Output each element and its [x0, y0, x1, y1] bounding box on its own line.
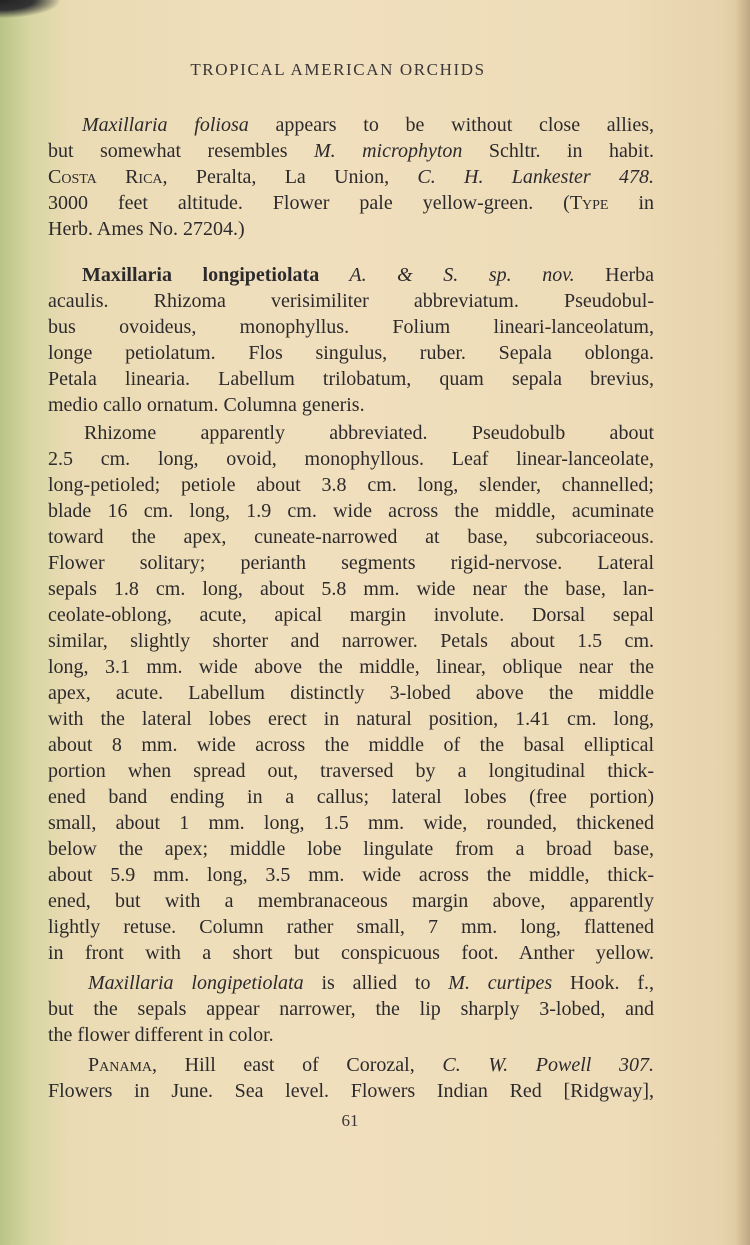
text-line — [48, 498, 654, 524]
text-run: similar, slightly shorter and narrower. Petals about 1.5 cm. — [48, 630, 654, 652]
text-line — [88, 970, 654, 996]
text-run: sepals 1.8 cm. long, about 5.8 mm. wide near the base, lan- — [48, 578, 654, 600]
text-run: is allied to — [303, 972, 449, 994]
text-run: Herba — [574, 264, 655, 286]
text-line — [48, 628, 654, 654]
text-line — [48, 340, 654, 366]
text-line — [48, 732, 654, 758]
text-run: in front with a short but conspicuous foot. Anther yellow. — [48, 942, 654, 964]
text-run: Herb. Ames No. 27204.) — [48, 218, 245, 240]
text-line — [82, 262, 654, 288]
text-run: apex, acute. Labellum distinctly 3-lobed above the middle — [48, 682, 654, 704]
text-run: acaulis. Rhizoma verisimiliter abbreviatum. Pseudobul- — [48, 290, 654, 312]
text-run: bus ovoideus, monophyllus. Folium lineari-lanceolatum, — [48, 316, 654, 338]
text-run: ceolate-oblong, acute, apical margin involute. Dorsal sepal — [48, 604, 654, 626]
text-run: but somewhat resembles — [48, 140, 314, 162]
text-run: long, 3.1 mm. wide above the middle, linear, oblique near the — [48, 656, 654, 678]
text-run: small, about 1 mm. long, 1.5 mm. wide, rounded, thickened — [48, 812, 654, 834]
text-run: Flower solitary; perianth segments rigid-nervose. Lateral — [48, 552, 654, 574]
text-run: A. & S. sp. nov. — [319, 264, 575, 286]
text-run: Costa Rica — [48, 166, 163, 188]
text-run: toward the apex, cuneate-narrowed at base, subcoriaceous. — [48, 526, 654, 548]
text-run: long-petioled; petiole about 3.8 cm. long, slender, channelled; — [48, 474, 654, 496]
text-run: longe petiolatum. Flos singulus, ruber. Sepala oblonga. — [48, 342, 654, 364]
text-run: Type — [569, 192, 609, 214]
text-line — [48, 758, 654, 784]
text-line — [48, 288, 654, 314]
page-number: 61 — [341, 1111, 359, 1130]
text-line — [48, 164, 654, 190]
text-run: 3000 feet altitude. Flower pale yellow-green. ( — [48, 192, 570, 214]
text-line — [48, 680, 654, 706]
text-run: , Peralta, La Union, — [162, 166, 418, 188]
text-line — [48, 524, 654, 550]
text-line — [48, 888, 654, 914]
text-line — [84, 420, 654, 446]
text-line — [88, 1052, 654, 1078]
text-run: blade 16 cm. long, 1.9 cm. wide across the middle, acuminate — [48, 500, 654, 522]
text-run: Panama — [88, 1054, 153, 1076]
text-run: appears to be without close allies, — [248, 114, 655, 136]
text-run: below the apex; middle lobe lingulate from a broad base, — [48, 838, 654, 860]
text-line — [48, 836, 654, 862]
text-run: Maxillaria longipetiolata — [88, 972, 304, 994]
text-run: about 8 mm. wide across the middle of the basal elliptical — [48, 734, 654, 756]
text-run: portion when spread out, traversed by a longitudinal thick- — [48, 760, 654, 782]
text-line — [48, 706, 654, 732]
text-run: 2.5 cm. long, ovoid, monophyllous. Leaf linear-lanceolate, — [48, 448, 654, 470]
text-run: Maxillaria longipetiolata — [82, 264, 320, 286]
page-gutter-shadow — [736, 0, 750, 1245]
text-line — [48, 996, 654, 1022]
running-head: TROPICAL AMERICAN ORCHIDS — [190, 60, 486, 79]
text-line — [48, 576, 654, 602]
text-line — [48, 940, 654, 966]
text-run: M. microphyton — [313, 140, 463, 162]
text-line — [48, 914, 654, 940]
text-run: M. curtipes — [448, 972, 553, 994]
text-run: Flowers in June. Sea level. Flowers Indian Red [Ridgway], — [48, 1080, 654, 1102]
text-line — [48, 602, 654, 628]
text-run: but the sepals appear narrower, the lip sharply 3-lobed, and — [48, 998, 654, 1020]
text-line — [48, 550, 654, 576]
text-line — [48, 1022, 654, 1048]
text-run: Rhizome apparently abbreviated. Pseudobulb about — [84, 422, 654, 444]
text-line — [48, 1078, 654, 1104]
text-run: about 5.9 mm. long, 3.5 mm. wide across the middle, thick- — [48, 864, 654, 886]
text-run: Maxillaria foliosa — [82, 114, 249, 136]
text-run: in — [608, 192, 654, 214]
text-run: C. W. Powell 307. — [442, 1054, 654, 1076]
text-run: with the lateral lobes erect in natural position, 1.41 cm. long, — [48, 708, 654, 730]
text-run: the flower different in color. — [48, 1024, 274, 1046]
text-line — [48, 446, 654, 472]
text-line — [48, 190, 654, 216]
text-run: lightly retuse. Column rather small, 7 mm. long, flattened — [48, 916, 654, 938]
text-run: ened, but with a membranaceous margin above, apparently — [48, 890, 654, 912]
text-line — [48, 784, 654, 810]
text-line — [48, 366, 654, 392]
text-line — [48, 216, 654, 242]
text-run: Hook. f., — [552, 972, 654, 994]
text-run: ened band ending in a callus; lateral lobes (free portion) — [48, 786, 654, 808]
text-line — [48, 654, 654, 680]
text-line — [48, 314, 654, 340]
text-run: Schltr. in habit. — [462, 140, 655, 162]
text-run: medio callo ornatum. Columna generis. — [48, 394, 365, 416]
text-line — [48, 862, 654, 888]
text-run: , Hill east of Corozal, — [152, 1054, 443, 1076]
text-run: C. H. Lankester 478. — [417, 166, 654, 188]
text-line — [48, 392, 654, 418]
page-corner-shadow — [0, 0, 60, 18]
text-line — [48, 472, 654, 498]
text-line — [48, 810, 654, 836]
text-run: Petala linearia. Labellum trilobatum, quam sepala brevius, — [48, 368, 654, 390]
text-line — [48, 138, 654, 164]
text-line — [82, 112, 654, 138]
